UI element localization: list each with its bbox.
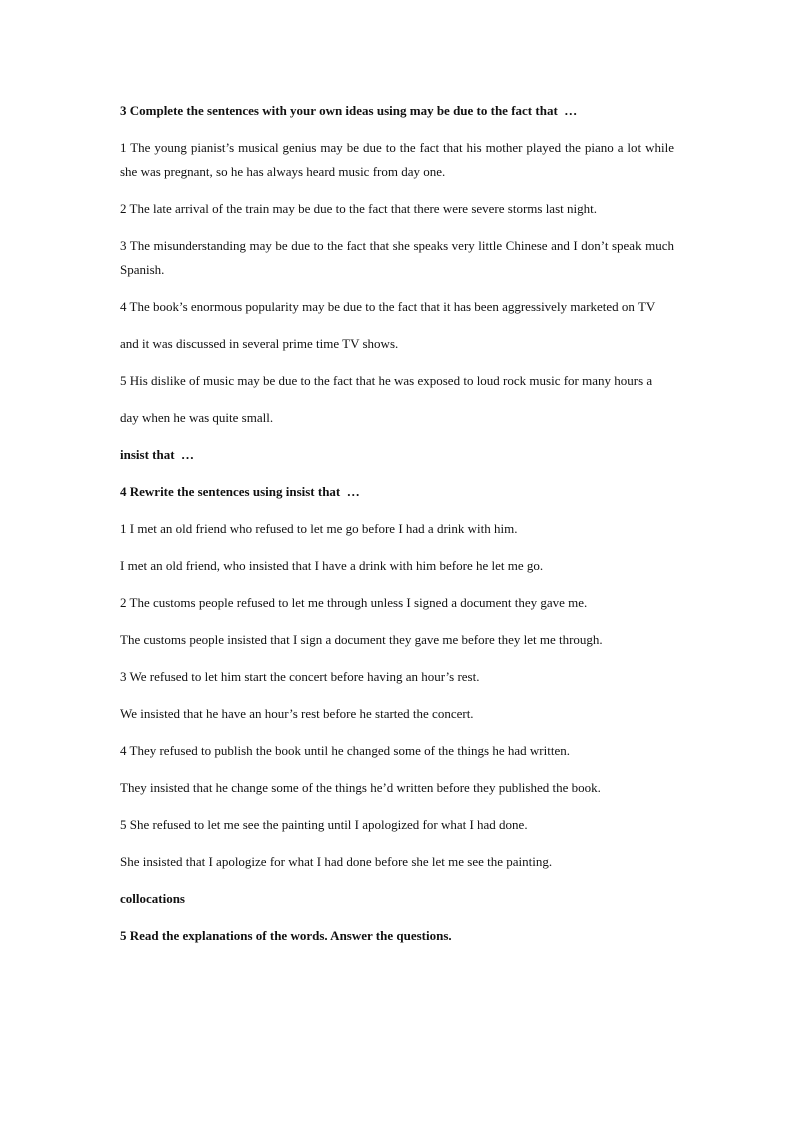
section-heading-complete-sentences: 3 Complete the sentences with your own ideas using may be due to the fact that … <box>120 103 578 118</box>
sentence-5-rewritten: She insisted that I apologize for what I had done before she let me see the painting. <box>120 854 553 869</box>
sentence-2-original: 2 The customs people refused to let me through unless I signed a document they gave me. <box>120 595 588 610</box>
answer-3-misunderstanding: 3 The misunderstanding may be due to the fact that she speaks very little Chinese and I don’t speak much Spanish. <box>120 238 674 277</box>
section-heading-collocations: collocations <box>120 891 185 906</box>
sentence-3-original: 3 We refused to let him start the concert before having an hour’s rest. <box>120 669 480 684</box>
sentence-5-original: 5 She refused to let me see the painting until I apologized for what I had done. <box>120 817 528 832</box>
sentence-1-rewritten: I met an old friend, who insisted that I have a drink with him before he let me go. <box>120 558 544 573</box>
answer-2-train: 2 The late arrival of the train may be due to the fact that there were severe storms last night. <box>120 201 597 216</box>
sentence-2-rewritten: The customs people insisted that I sign a document they gave me before they let me through. <box>120 632 603 647</box>
answer-4-book-part1: 4 The book’s enormous popularity may be due to the fact that it has been aggressively marketed on TV <box>120 299 656 314</box>
answer-5-music-part2: day when he was quite small. <box>120 410 274 425</box>
answer-5-music-part1: 5 His dislike of music may be due to the fact that he was exposed to loud rock music for many hours a <box>120 373 653 388</box>
document-page <box>120 99 674 961</box>
sentence-4-original: 4 They refused to publish the book until he changed some of the things he had written. <box>120 743 570 758</box>
answer-4-book-part2: and it was discussed in several prime time TV shows. <box>120 336 399 351</box>
section-heading-insist-that: insist that … <box>120 447 195 462</box>
sentence-1-original: 1 I met an old friend who refused to let me go before I had a drink with him. <box>120 521 518 536</box>
answer-1-pianist: 1 The young pianist’s musical genius may be due to the fact that his mother played the piano a lot while she was pregnant, so he has always heard music from day one. <box>120 140 674 179</box>
sentence-4-rewritten: They insisted that he change some of the things he’d written before they published the book. <box>120 780 601 795</box>
sentence-3-rewritten: We insisted that he have an hour’s rest before he started the concert. <box>120 706 474 721</box>
section-heading-read-explanations: 5 Read the explanations of the words. Answer the questions. <box>120 928 452 943</box>
section-heading-rewrite-sentences: 4 Rewrite the sentences using insist that … <box>120 484 360 499</box>
